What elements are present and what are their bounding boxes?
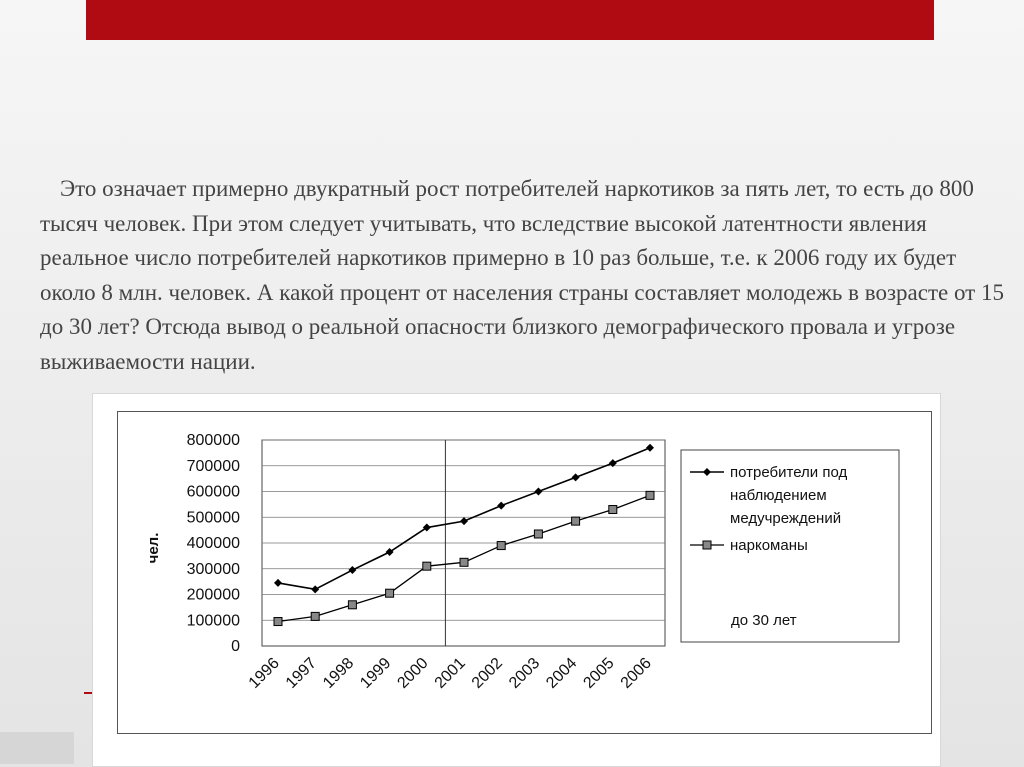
x-tick-label: 2005 <box>580 654 618 692</box>
x-tick-label: 2004 <box>543 654 581 692</box>
y-tick-label: 800000 <box>186 432 240 449</box>
axis-layer <box>187 432 655 692</box>
data-point-series-2 <box>460 558 468 566</box>
y-tick-label: 0 <box>231 638 240 655</box>
data-point-series-2 <box>572 517 580 525</box>
y-tick-label: 400000 <box>186 535 240 552</box>
data-point-series-1 <box>460 517 468 525</box>
y-tick-label: 300000 <box>186 560 240 578</box>
grey-corner-block <box>0 732 74 764</box>
data-point-series-2 <box>609 506 617 514</box>
data-point-series-2 <box>646 491 654 499</box>
x-tick-label: 2000 <box>394 654 432 692</box>
x-tick-label: 1999 <box>357 654 395 692</box>
x-tick-label: 1998 <box>320 654 358 692</box>
x-tick-label: 2006 <box>617 654 655 692</box>
data-point-series-2 <box>534 530 542 538</box>
x-tick-label: 2001 <box>431 654 469 692</box>
y-tick-label: 500000 <box>186 509 240 527</box>
grid-layer <box>262 440 665 646</box>
legend-label-1: потребители под наблюдением медучреждений <box>730 464 848 527</box>
data-point-series-2 <box>274 618 282 626</box>
red-dash-mark <box>84 692 92 694</box>
x-tick-label: 1996 <box>245 654 283 692</box>
data-point-series-1 <box>274 579 282 587</box>
data-point-series-2 <box>348 601 356 609</box>
y-tick-label: 200000 <box>186 586 240 604</box>
data-point-series-1 <box>423 524 431 532</box>
data-point-series-1 <box>348 566 356 574</box>
data-point-series-1 <box>386 548 394 556</box>
legend-marker-2 <box>703 541 711 549</box>
y-tick-label: 100000 <box>186 612 240 630</box>
data-point-series-1 <box>646 444 654 452</box>
data-point-series-1 <box>572 473 580 481</box>
data-point-series-2 <box>497 542 505 550</box>
data-point-series-2 <box>311 612 319 620</box>
data-point-series-1 <box>497 502 505 510</box>
x-tick-label: 1997 <box>282 654 321 692</box>
legend-layer <box>681 450 899 642</box>
legend-label-2: наркоманы <box>730 537 808 554</box>
y-axis-label: чел. <box>145 532 162 564</box>
x-tick-label: 2002 <box>468 654 507 692</box>
y-tick-label: 600000 <box>186 483 240 501</box>
data-point-series-1 <box>534 488 542 496</box>
y-tick-label: 700000 <box>186 457 240 475</box>
x-tick-label: 2003 <box>506 654 544 692</box>
series-layer <box>274 444 654 626</box>
data-point-series-2 <box>386 589 394 597</box>
data-point-series-1 <box>311 585 319 593</box>
slide-paragraph: Это означает примерно двукратный рост потребителей наркотиков за пять лет, то есть до 800 тысяч человек. При этом следует учитывать, что вследствие высокой латентности явления реальное число потребителей наркотиков примерно в 10 раз больше, т.е. к 2006 году их будет около 8 млн. человек. А какой процент от населения страны составляет молодежь в возрасте от 15 до 30 лет? Отсюда вывод о реальной опасности близкого демографического провала и угрозе выживаемости нации. <box>40 176 1004 374</box>
data-point-series-2 <box>423 562 431 570</box>
legend-note: до 30 лет <box>731 612 797 629</box>
